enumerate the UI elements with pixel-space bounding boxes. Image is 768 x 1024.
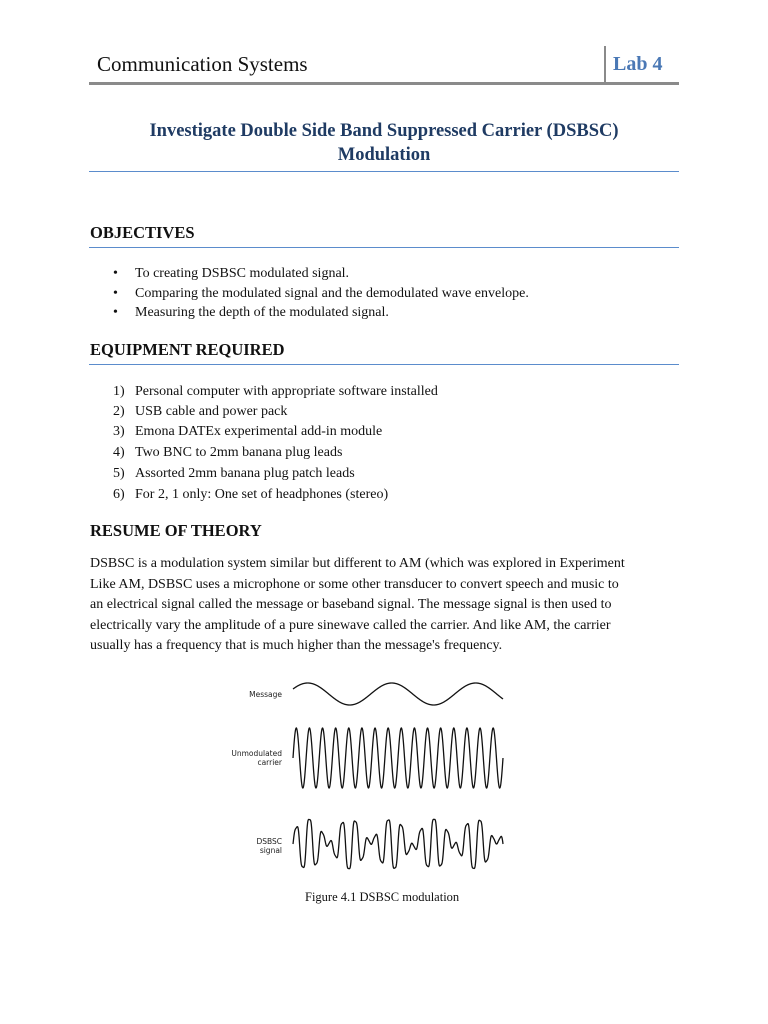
- carrier-label-line2: carrier: [257, 758, 282, 767]
- header-rule: [89, 82, 679, 85]
- theory-line: an electrical signal called the message or baseband signal. The message signal is then used to: [90, 597, 612, 613]
- theory-paragraph: [90, 554, 690, 657]
- equipment-item: Emona DATEx experimental add-in module: [135, 424, 383, 439]
- bullet-glyph: •: [113, 266, 118, 281]
- equipment-item: Two BNC to 2mm banana plug leads: [135, 445, 343, 460]
- message-label: Message: [249, 690, 282, 699]
- equipment-item: Assorted 2mm banana plug patch leads: [135, 466, 355, 481]
- figure-caption: Figure 4.1 DSBSC modulation: [305, 890, 460, 904]
- carrier-label: [220, 749, 282, 767]
- dsbsc-label-line1: DSBSC: [256, 837, 282, 846]
- dsbsc-label-line2: signal: [259, 846, 282, 855]
- objective-item: Measuring the depth of the modulated signal.: [135, 305, 389, 320]
- equipment-rule: [89, 364, 679, 365]
- bullet-glyph: •: [113, 305, 118, 320]
- equipment-item: Personal computer with appropriate software installed: [135, 384, 438, 399]
- theory-line: Like AM, DSBSC uses a microphone or some other transducer to convert speech and music to: [90, 576, 619, 592]
- document-title: [89, 119, 679, 167]
- equipment-number: 6): [113, 487, 125, 502]
- theory-line: usually has a frequency that is much higher than the message's frequency.: [90, 638, 503, 654]
- equipment-item: USB cable and power pack: [135, 404, 288, 419]
- equipment-number: 3): [113, 424, 125, 439]
- message-waveform: [293, 683, 503, 705]
- carrier-label-line1: Unmodulated: [231, 749, 282, 758]
- lab-number: Lab 4: [613, 53, 663, 75]
- equipment-number: 1): [113, 384, 125, 399]
- header-divider: [604, 46, 606, 84]
- carrier-waveform: [293, 728, 503, 788]
- equipment-number: 4): [113, 445, 125, 460]
- dsbsc-waveform: [293, 819, 503, 868]
- theory-heading: RESUME OF THEORY: [90, 521, 262, 540]
- equipment-number: 5): [113, 466, 125, 481]
- course-title: Communication Systems: [97, 52, 308, 76]
- theory-line: DSBSC is a modulation system similar but different to AM (which was explored in Experiment: [90, 556, 625, 571]
- objectives-rule: [89, 247, 679, 248]
- dsbsc-waveform-figure: [285, 672, 510, 877]
- title-rule: [89, 171, 679, 172]
- objective-item: To creating DSBSC modulated signal.: [135, 266, 350, 281]
- theory-line: electrically vary the amplitude of a pure sinewave called the carrier. And like AM, the carrier: [90, 617, 611, 633]
- dsbsc-label: [230, 837, 282, 855]
- objectives-heading: OBJECTIVES: [90, 223, 195, 242]
- equipment-item: For 2, 1 only: One set of headphones (stereo): [135, 487, 389, 502]
- title-line-1: Investigate Double Side Band Suppressed Carrier (DSBSC): [149, 121, 619, 141]
- title-line-2: Modulation: [337, 145, 431, 165]
- equipment-heading: EQUIPMENT REQUIRED: [90, 340, 285, 359]
- objective-item: Comparing the modulated signal and the demodulated wave envelope.: [135, 286, 529, 301]
- bullet-glyph: •: [113, 286, 118, 301]
- equipment-number: 2): [113, 404, 125, 419]
